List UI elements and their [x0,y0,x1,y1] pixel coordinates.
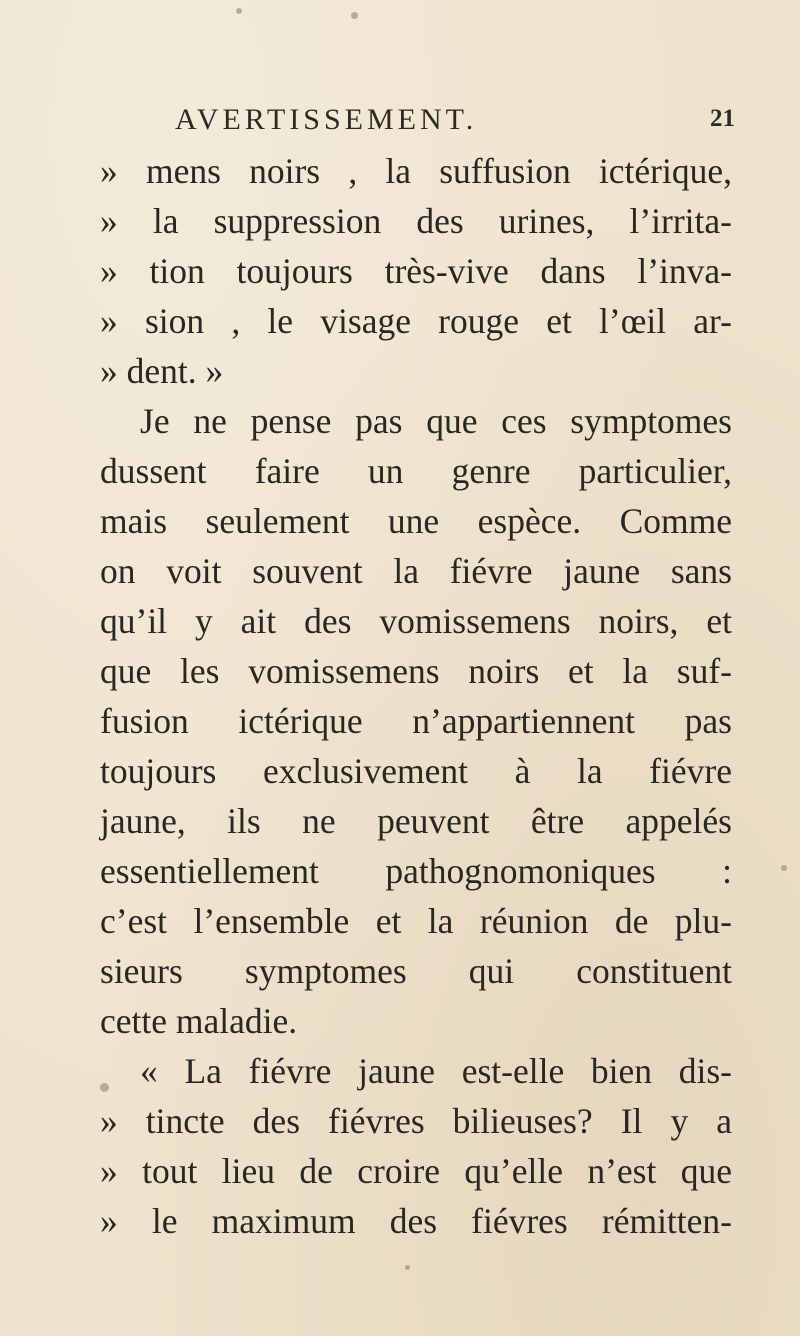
text-line: c’est l’ensemble et la réunion de plu- [100,901,732,941]
text-line: » mens noirs , la suffusion ictérique, [100,151,732,191]
text-line: » dent. » [100,351,224,391]
paper-speck [236,8,242,14]
text-line: jaune, ils ne peuvent être appelés [100,801,732,841]
text-line: essentiellement pathognomoniques : [100,851,732,891]
text-line: cette maladie. [100,1001,298,1041]
text-line: » le maximum des fiévres rémitten- [100,1201,732,1241]
paper-speck [405,1265,410,1270]
text-line: mais seulement une espèce. Comme [100,501,732,541]
text-line: fusion ictérique n’appartiennent pas [100,701,732,741]
text-line: dussent faire un genre particulier, [100,451,732,491]
text-line: sieurs symptomes qui constituent [100,951,732,991]
text-line: on voit souvent la fiévre jaune sans [100,551,732,591]
text-line: » tincte des fiévres bilieuses? Il y a [100,1101,732,1141]
text-line: Je ne pense pas que ces symptomes [140,401,732,441]
page-number: 21 [710,105,735,132]
text-line: » tion toujours très-vive dans l’inva- [100,251,732,291]
paper-speck [781,865,787,871]
text-line: « La fiévre jaune est-elle bien dis- [140,1051,732,1091]
running-title: AVERTISSEMENT. [175,103,478,136]
text-line: » tout lieu de croire qu’elle n’est que [100,1151,732,1191]
body-text [100,146,732,1246]
text-line: » la suppression des urines, l’irrita- [100,201,732,241]
text-line: » sion , le visage rouge et l’œil ar- [100,301,732,341]
running-head [175,103,735,143]
text-line: que les vomissemens noirs et la suf- [100,651,732,691]
text-line: toujours exclusivement à la fiévre [100,751,732,791]
text-line: qu’il y ait des vomissemens noirs, et [100,601,732,641]
paper-speck [351,12,358,19]
